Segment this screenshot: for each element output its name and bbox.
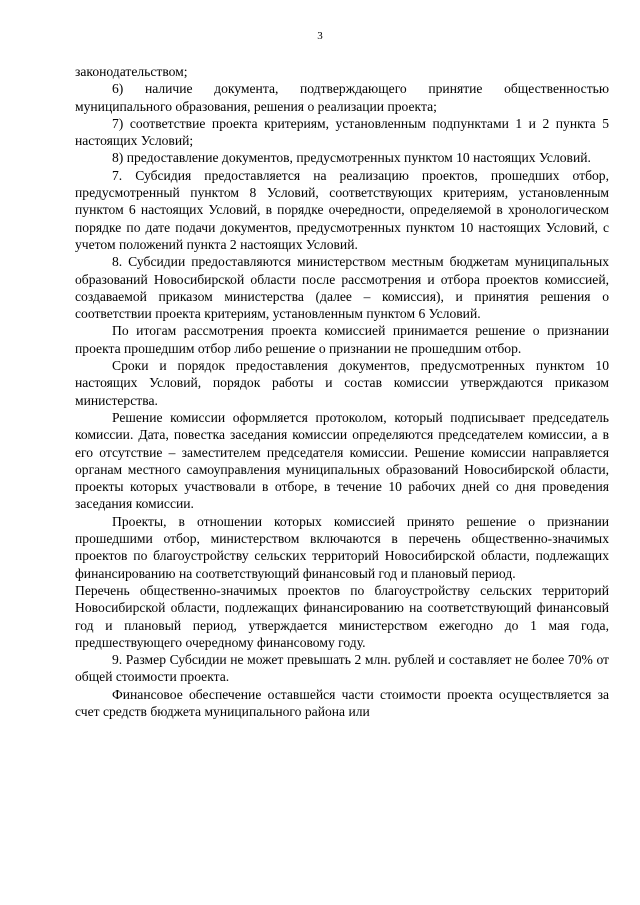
paragraph: Перечень общественно-значимых проектов по благоустройству сельских территорий Новосибирской области, подлежащих финансированию на соответствующий финансовый год и плановый период, утверждается министерством ежегодно до 1 мая года, предшествующего очередному финансовому году. [75,582,609,650]
paragraph: 8. Субсидии предоставляются министерством местным бюджетам муниципальных образований Новосибирской области после рассмотрения и отбора проектов комиссией, создаваемой приказом министерства (далее – комиссия), и принятия решения о соответствии проекта критериям, установленным пунктом 6 Условий. [75,254,609,322]
paragraph: Проекты, в отношении которых комиссией принято решение о признании прошедшими отбор, министерством включаются в перечень общественно-значимых проектов по благоустройству сельских территорий Новосибирской области, подлежащих финансированию на соответствующий финансовый год и плановый период. [75,513,609,581]
document-body [75,63,609,720]
paragraph: законодательством; [75,64,188,79]
page-number: 3 [317,30,323,42]
paragraph: По итогам рассмотрения проекта комиссией принимается решение о признании проекта прошедшим отбор либо решение о признании не прошедшим отбор. [75,323,609,356]
paragraph: Финансовое обеспечение оставшейся части стоимости проекта осуществляется за счет средств бюджета муниципального района или [75,686,609,719]
paragraph: 9. Размер Субсидии не может превышать 2 млн. рублей и составляет не более 70% от общей стоимости проекта. [75,652,609,685]
paragraph: Решение комиссии оформляется протоколом, который подписывает председатель комиссии. Дата, повестка заседания комиссии определяются председателем комиссии, а в его отсутствие – заместителем председателя комиссии. Решение комиссии направляется органам местного самоуправления муниципальных образований Новосибирской области, проекты которых участвовали в отборе, в течение 10 рабочих дней со дня проведения заседания комиссии. [75,409,609,512]
paragraph: Сроки и порядок предоставления документов, предусмотренных пунктом 10 настоящих Условий, порядок работы и состав комиссии утверждаются приказом министерства. [75,358,609,408]
paragraph: 7) соответствие проекта критериям, установленным подпунктами 1 и 2 пункта 5 настоящих Условий; [75,115,609,149]
paragraph: 7. Субсидия предоставляется на реализацию проектов, прошедших отбор, предусмотренный пунктом 8 Условий, соответствующих критериям, установленным пунктом 6 настоящих Условий, в порядке очередности, определяемой в хронологическом порядке по дате подачи документов, предусмотренных пунктом 10 настоящих Условий, с учетом положений пункта 2 настоящих Условий. [75,167,609,252]
paragraph: 6) наличие документа, подтверждающего принятие общественностью муниципального образования, решения о реализации проекта; [75,81,609,114]
paragraph: 8) предоставление документов, предусмотренных пунктом 10 настоящих Условий. [112,150,591,166]
